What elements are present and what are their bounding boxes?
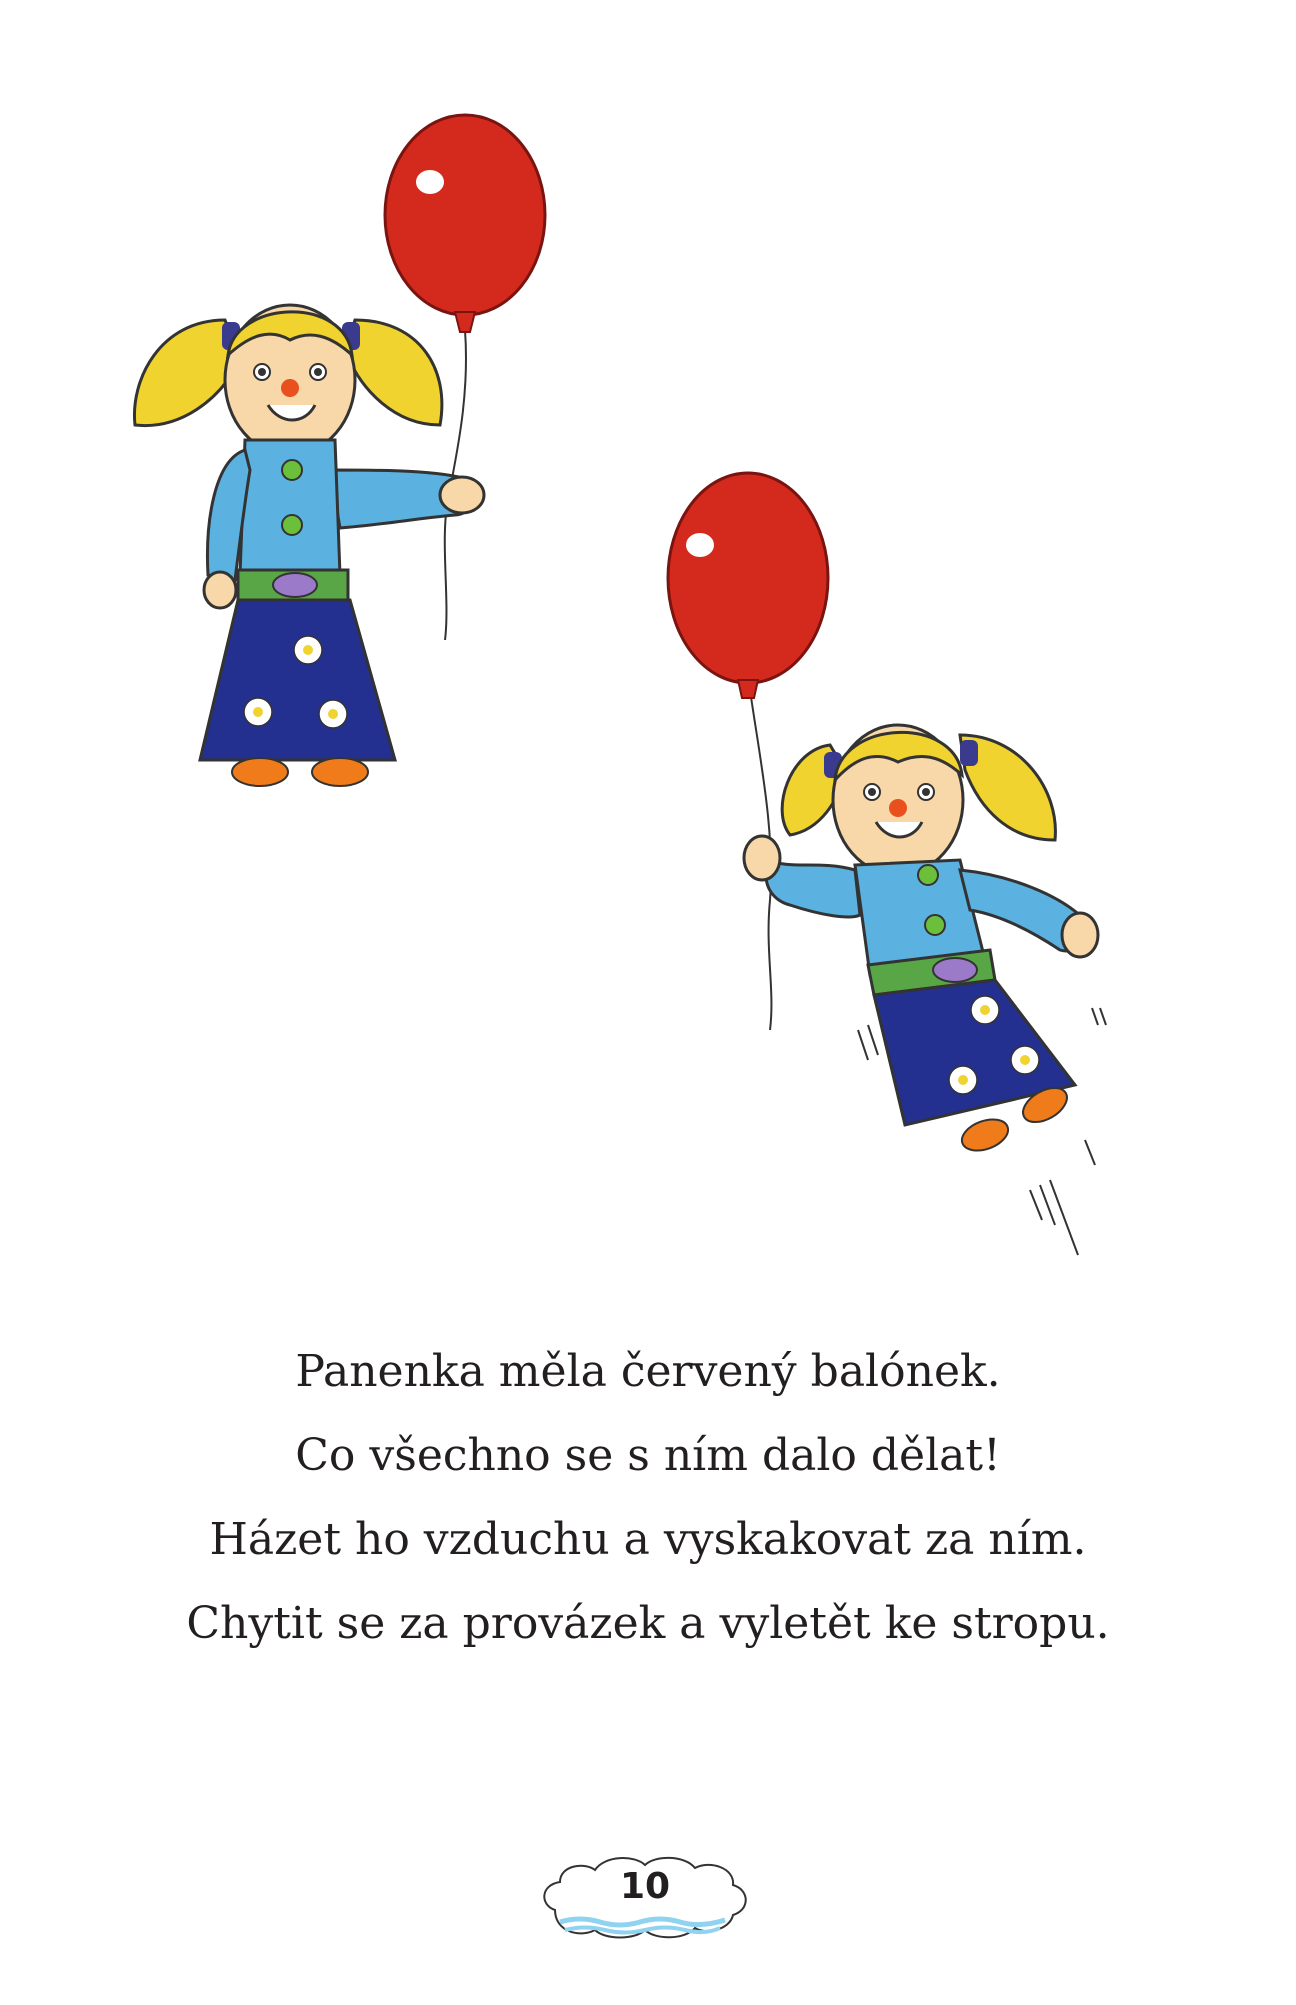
page-number: 10 [619, 1866, 671, 1907]
doll-standing [134, 115, 545, 786]
story-line: Chytit se za provázek a vyletět ke stropu. [186, 1598, 1110, 1649]
balloon-red-1 [385, 115, 545, 332]
story-line: Házet ho vzduchu a vyskakovat za ním. [209, 1514, 1087, 1565]
doll-flying [668, 473, 1106, 1255]
story-line: Co všechno se s ním dalo dělat! [295, 1430, 1001, 1481]
story-text [0, 1330, 1296, 1666]
story-line: Panenka měla červený balónek. [295, 1346, 1001, 1397]
balloon-red-2 [668, 473, 828, 698]
